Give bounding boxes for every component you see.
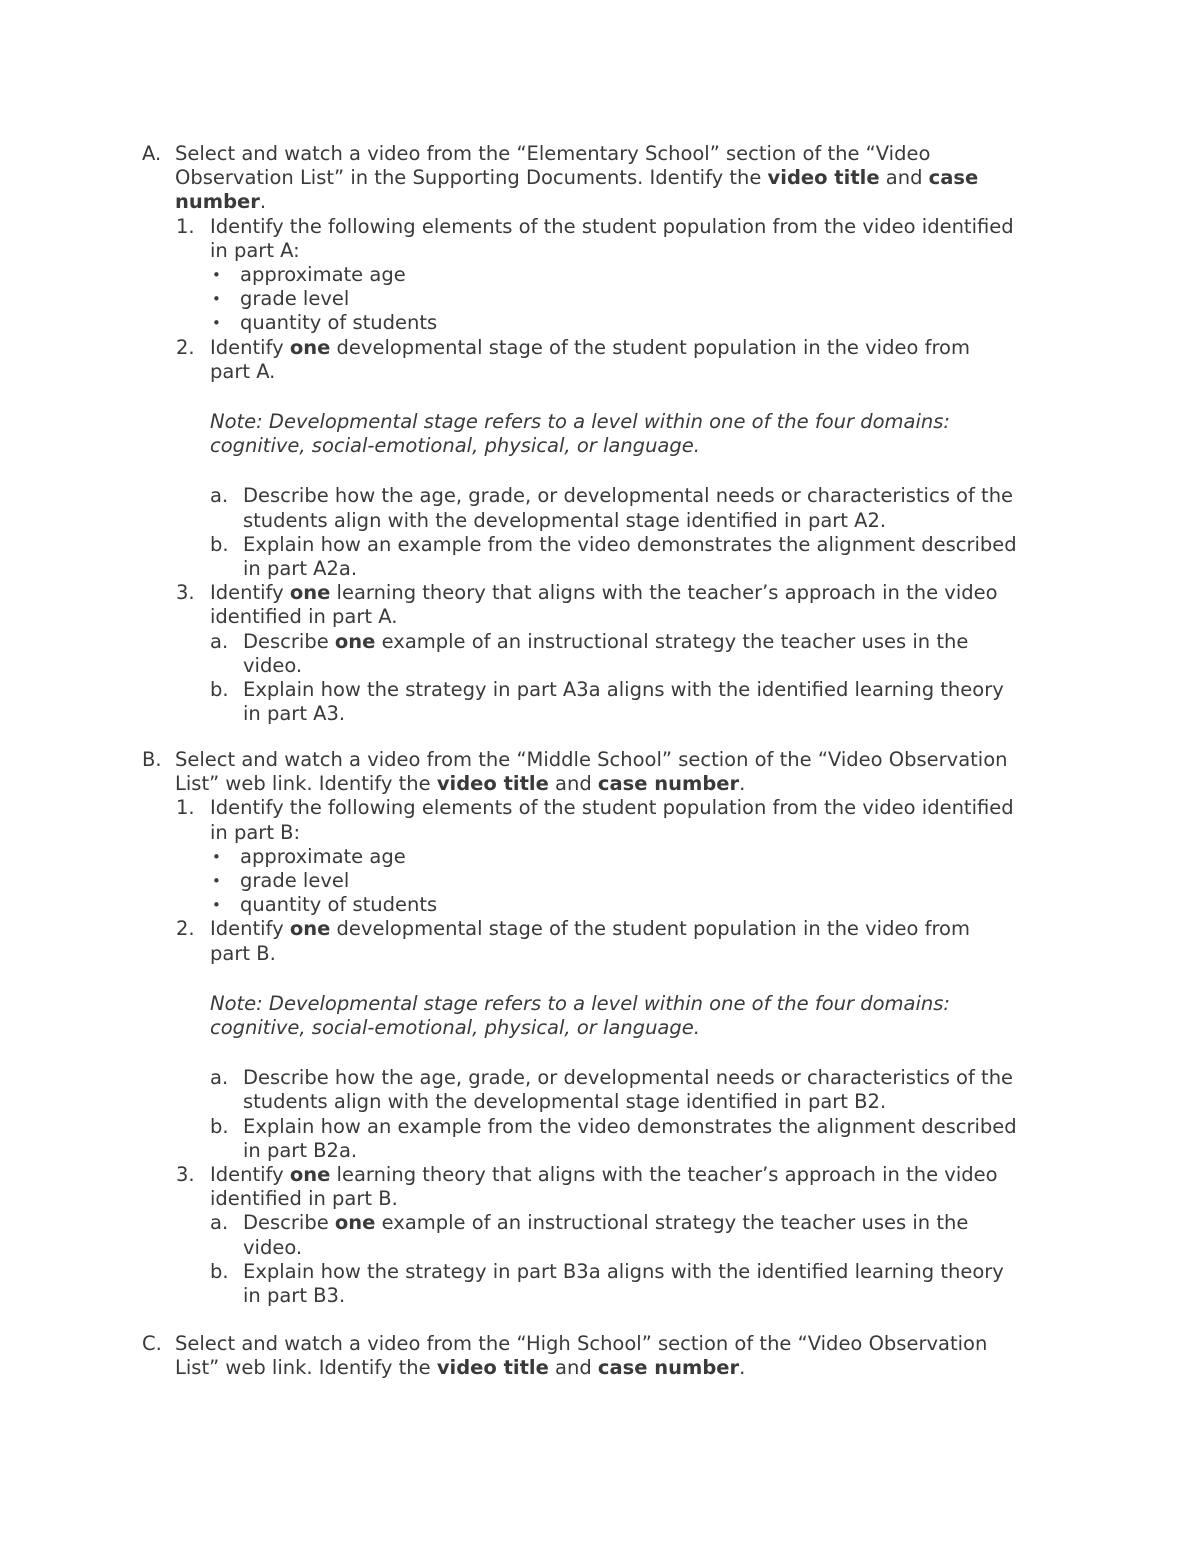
bullet-item: quantity of students xyxy=(240,311,438,335)
subitem-b3a-line: Describe one example of an instructional strategy the teacher uses in the xyxy=(243,1211,969,1235)
bullet-glyph: • xyxy=(212,314,221,333)
bullet-item: quantity of students xyxy=(240,893,438,917)
item-b3-line: Identify one learning theory that aligns with the teacher’s approach in the video xyxy=(210,1163,998,1186)
subitem-a2a-line: Describe how the age, grade, or developmental needs or characteristics of the xyxy=(243,484,1014,508)
bold-term: one xyxy=(289,917,331,941)
subitem-b3a-line: video. xyxy=(243,1235,303,1259)
section-b-marker: B. xyxy=(142,748,162,771)
subitem-b2a-line: Describe how the age, grade, or developmental needs or characteristics of the xyxy=(243,1066,1014,1090)
item-b1-line: in part B: xyxy=(210,820,301,844)
bullet-item: grade level xyxy=(240,287,350,311)
developmental-stage-note: cognitive, social-emotional, physical, or language. xyxy=(210,434,700,458)
bullet-glyph: • xyxy=(212,266,221,284)
subitem-b3b-marker: b. xyxy=(210,1259,229,1283)
bullet-glyph: • xyxy=(212,847,221,866)
subitem-b2a-marker: a. xyxy=(210,1066,229,1090)
subitem-a2a-line: students align with the developmental stage identified in part A2. xyxy=(243,508,887,532)
subitem-b3b-line: in part B3. xyxy=(243,1284,346,1307)
bullet-glyph: • xyxy=(212,872,221,890)
subitem-a2b-marker: b. xyxy=(210,532,229,556)
subitem-b3b-line: Explain how the strategy in part B3a aligns with the identified learning theory xyxy=(243,1259,1004,1283)
bold-term: one xyxy=(334,629,376,653)
subitem-a3b-line: in part A3. xyxy=(243,702,346,726)
item-b2-line: part B. xyxy=(210,941,276,965)
subitem-a3a-line: Describe one example of an instructional strategy the teacher uses in the xyxy=(243,629,969,653)
bold-term: one xyxy=(289,581,331,605)
item-a2-line: part A. xyxy=(210,359,276,383)
bold-term: video title xyxy=(767,166,880,190)
item-a1-line: in part A: xyxy=(210,238,300,262)
subitem-a3a-line: video. xyxy=(243,653,303,677)
item-b3-line: identified in part B. xyxy=(210,1187,398,1211)
item-a3-line: identified in part A. xyxy=(210,605,398,629)
bold-term: one xyxy=(289,1163,331,1186)
bold-term: video title xyxy=(436,772,549,796)
section-a-marker: A. xyxy=(142,142,162,165)
bold-term: video title xyxy=(436,1356,549,1380)
section-c-prompt-line: Select and watch a video from the “High School” section of the “Video Observation xyxy=(175,1332,988,1355)
bold-term: case number xyxy=(597,1356,740,1380)
bullet-item: approximate age xyxy=(240,263,406,286)
subitem-b2b-line: in part B2a. xyxy=(243,1138,358,1162)
item-a2-line: Identify one developmental stage of the student population in the video from xyxy=(210,335,970,359)
bullet-glyph: • xyxy=(212,896,221,915)
item-a1-line: Identify the following elements of the student population from the video identified xyxy=(210,214,1014,238)
section-b-prompt-line: List” web link. Identify the video title and case number. xyxy=(175,772,746,796)
subitem-b2b-marker: b. xyxy=(210,1114,229,1138)
item-a3-line: Identify one learning theory that aligns with the teacher’s approach in the video xyxy=(210,581,998,605)
subitem-a2b-line: in part A2a. xyxy=(243,557,358,580)
subitem-a2a-marker: a. xyxy=(210,484,229,508)
developmental-stage-note: Note: Developmental stage refers to a level within one of the four domains: xyxy=(210,991,950,1015)
subitem-b2a-line: students align with the developmental stage identified in part B2. xyxy=(243,1090,887,1114)
subitem-a3b-line: Explain how the strategy in part A3a aligns with the identified learning theory xyxy=(243,678,1004,701)
section-a-prompt-line: Select and watch a video from the “Elementary School” section of the “Video xyxy=(175,142,931,165)
section-a-prompt-line: Observation List” in the Supporting Documents. Identify the video title and case xyxy=(175,166,979,190)
subitem-a2b-line: Explain how an example from the video demonstrates the alignment described xyxy=(243,532,1017,556)
bold-term: number xyxy=(175,190,260,214)
section-b-prompt-line: Select and watch a video from the “Middle School” section of the “Video Observation xyxy=(175,748,1008,771)
section-c-prompt-line: List” web link. Identify the video title and case number. xyxy=(175,1356,746,1380)
item-b3-marker: 3. xyxy=(176,1163,195,1186)
bold-term: one xyxy=(289,335,331,359)
subitem-a3b-marker: b. xyxy=(210,678,229,701)
section-a-prompt-line: number. xyxy=(175,190,267,214)
item-b1-line: Identify the following elements of the student population from the video identified xyxy=(210,796,1014,820)
bullet-glyph: • xyxy=(212,290,221,309)
item-b1-marker: 1. xyxy=(176,796,195,820)
item-a1-marker: 1. xyxy=(176,214,195,238)
item-b2-marker: 2. xyxy=(176,917,195,941)
subitem-a3a-marker: a. xyxy=(210,629,229,653)
item-a2-marker: 2. xyxy=(176,335,195,359)
item-b2-line: Identify one developmental stage of the student population in the video from xyxy=(210,917,970,941)
bold-term: case number xyxy=(597,772,740,796)
subitem-b3a-marker: a. xyxy=(210,1211,229,1235)
subitem-b2b-line: Explain how an example from the video demonstrates the alignment described xyxy=(243,1114,1017,1138)
bullet-item: approximate age xyxy=(240,844,406,868)
bold-term: case xyxy=(928,166,979,190)
developmental-stage-note: cognitive, social-emotional, physical, or language. xyxy=(210,1016,700,1039)
bold-term: one xyxy=(334,1211,376,1235)
section-c-marker: C. xyxy=(142,1332,162,1355)
item-a3-marker: 3. xyxy=(176,581,195,605)
developmental-stage-note: Note: Developmental stage refers to a level within one of the four domains: xyxy=(210,410,950,433)
bullet-item: grade level xyxy=(240,869,350,892)
